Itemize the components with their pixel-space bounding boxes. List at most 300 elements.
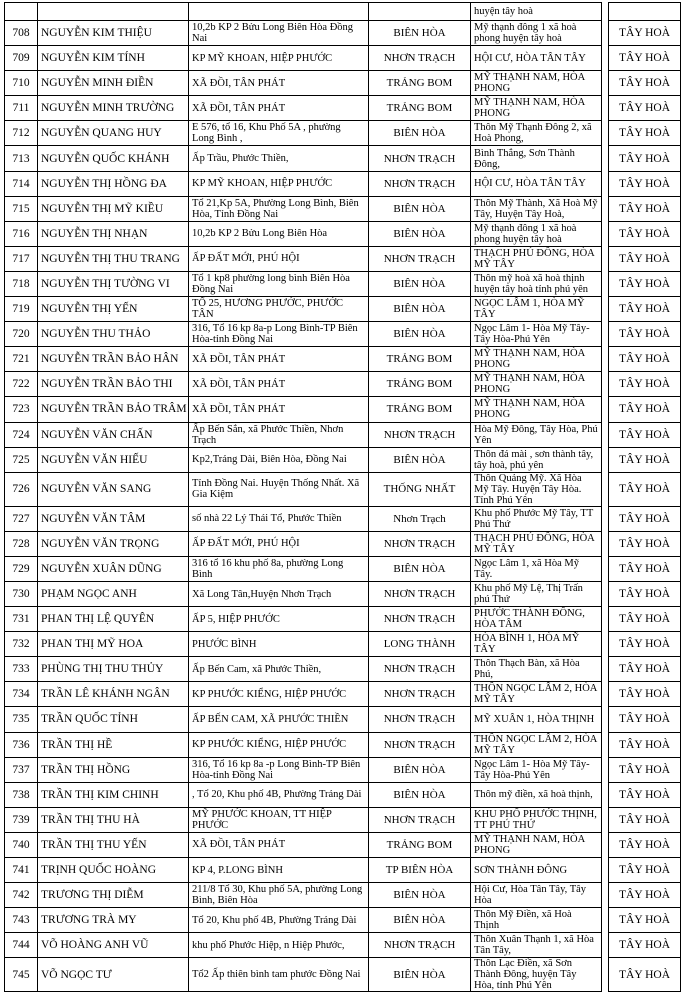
cell-address: TỔ 25, HƯƠNG PHƯỚC, PHƯỚC TÂN	[189, 297, 369, 322]
cell-hometown: HỘI CƯ, HÒA TÂN TÂY	[471, 46, 602, 71]
cell-district: BIÊN HÒA	[369, 782, 471, 807]
table-row	[5, 171, 681, 196]
cell-gap	[602, 46, 609, 71]
cell-district: BIÊN HÒA	[369, 757, 471, 782]
cell-region: TÂY HOÀ	[609, 121, 681, 146]
cell-address: XÃ ĐỒI, TÂN PHÁT	[189, 372, 369, 397]
cell-no: 724	[5, 422, 38, 447]
cell-address: ẤP ĐẤT MỚI, PHÚ HỘI	[189, 246, 369, 271]
cell-address: Ấp Bến Cam, xã Phước Thiền,	[189, 657, 369, 682]
cell-no: 712	[5, 121, 38, 146]
cell-district: NHƠN TRẠCH	[369, 581, 471, 606]
table-row	[5, 807, 681, 832]
cell-address: E 576, tổ 16, Khu Phố 5A , phường Long Bình ,	[189, 121, 369, 146]
cell-region: TÂY HOÀ	[609, 322, 681, 347]
cell-name: NGUYỄN VĂN HIẾU	[38, 447, 189, 472]
cell-name: NGUYỄN KIM TÍNH	[38, 46, 189, 71]
table-row	[5, 757, 681, 782]
cell-region: TÂY HOÀ	[609, 196, 681, 221]
cell-no: 710	[5, 71, 38, 96]
cell-address: XÃ ĐỒI, TÂN PHÁT	[189, 71, 369, 96]
cell-address: KP PHƯỚC KIỂNG, HIỆP PHƯỚC	[189, 682, 369, 707]
cell-name: TRẦN THỊ THU HÀ	[38, 807, 189, 832]
cell-hometown: MỸ THẠNH NAM, HÒA PHONG	[471, 397, 602, 422]
cell-no: 725	[5, 447, 38, 472]
cell-district: NHƠN TRẠCH	[369, 46, 471, 71]
table-row	[5, 581, 681, 606]
cell-hometown: MỸ XUÂN 1, HÒA THỊNH	[471, 707, 602, 732]
cell-name: TRẦN THỊ THU YẾN	[38, 832, 189, 857]
cell-no: 722	[5, 372, 38, 397]
cell-hometown: Bình Thắng, Sơn Thành Đông,	[471, 146, 602, 171]
cell-hometown: Thôn Mỹ Thành, Xã Hoà Mỹ Tây, Huyện Tây Hoà,	[471, 196, 602, 221]
cell-region: TÂY HOÀ	[609, 858, 681, 883]
cell-district: BIÊN HÒA	[369, 958, 471, 992]
cell-name: TRẦN THỊ HỀ	[38, 732, 189, 757]
table-row	[5, 556, 681, 581]
cell-name: PHÙNG THỊ THU THỦY	[38, 657, 189, 682]
cell-hometown: Ngọc Lâm 1- Hòa Mỹ Tây-Tây Hòa-Phú Yên	[471, 757, 602, 782]
cell-region: TÂY HOÀ	[609, 581, 681, 606]
table-row	[5, 46, 681, 71]
cell-district: TRẢNG BOM	[369, 71, 471, 96]
cell-name: NGUYỄN VĂN CHẤN	[38, 422, 189, 447]
cell-gap	[602, 71, 609, 96]
table-row	[5, 472, 681, 506]
cell-district: TRẢNG BOM	[369, 347, 471, 372]
cell-name: NGUYỄN VĂN SANG	[38, 472, 189, 506]
roster-sheet	[4, 2, 680, 992]
cell-name: NGUYỄN XUÂN DŨNG	[38, 556, 189, 581]
table-row	[5, 506, 681, 531]
cell-region: TÂY HOÀ	[609, 96, 681, 121]
cell-region: TÂY HOÀ	[609, 271, 681, 296]
cell-no: 739	[5, 807, 38, 832]
cell-district: BIÊN HÒA	[369, 121, 471, 146]
cell-region: TÂY HOÀ	[609, 447, 681, 472]
cell-no: 743	[5, 908, 38, 933]
table-row	[5, 21, 681, 46]
cell-gap	[602, 732, 609, 757]
cell-hometown: Thôn Xuân Thạnh 1, xã Hòa Tân Tây,	[471, 933, 602, 958]
cell-region: TÂY HOÀ	[609, 171, 681, 196]
cell-hometown: huyện tây hoà	[471, 3, 602, 21]
table-row	[5, 883, 681, 908]
cell-hometown: MỸ THẠNH NAM, HÒA PHONG	[471, 71, 602, 96]
cell-region: TÂY HOÀ	[609, 607, 681, 632]
cell-address: 316 tổ 16 khu phố 8a, phường Long Bình	[189, 556, 369, 581]
cell-district: NHƠN TRẠCH	[369, 246, 471, 271]
cell-no: 732	[5, 632, 38, 657]
cell-name: NGUYỄN QUỐC KHÁNH	[38, 146, 189, 171]
cell-gap	[602, 908, 609, 933]
cell-name: NGUYỄN TRẦN BẢO THI	[38, 372, 189, 397]
cell-region: TÂY HOÀ	[609, 221, 681, 246]
cell-gap	[602, 347, 609, 372]
cell-hometown: HÒA BÌNH 1, HÒA MỸ TÂY	[471, 632, 602, 657]
cell-hometown: Thôn Mỹ Thạnh Đông 2, xã Hoà Phong,	[471, 121, 602, 146]
cell-gap	[602, 707, 609, 732]
cell-name: TRƯƠNG TRÀ MY	[38, 908, 189, 933]
cell-hometown: Thôn Thạch Bàn, xã Hòa Phú,	[471, 657, 602, 682]
cell-address: Tổ 1 kp8 phường long bình Biên Hòa Đồng Nai	[189, 271, 369, 296]
cell-no: 745	[5, 958, 38, 992]
cell-no: 740	[5, 832, 38, 857]
table-row	[5, 121, 681, 146]
cell-gap	[602, 297, 609, 322]
table-row	[5, 958, 681, 992]
cell-no: 714	[5, 171, 38, 196]
cell-region: TÂY HOÀ	[609, 21, 681, 46]
cell-district: BIÊN HÒA	[369, 322, 471, 347]
cell-hometown: MỸ THẠNH NAM, HÒA PHONG	[471, 96, 602, 121]
cell-gap	[602, 121, 609, 146]
cell-name: NGUYỄN MINH TRƯỜNG	[38, 96, 189, 121]
cell-hometown: KHU PHỐ PHƯỚC THỊNH, TT PHÚ THỨ	[471, 807, 602, 832]
cell-name: NGUYỄN THỊ MỸ KIỀU	[38, 196, 189, 221]
cell-address: Kp2,Trảng Dài, Biên Hòa, Đồng Nai	[189, 447, 369, 472]
cell-region: TÂY HOÀ	[609, 372, 681, 397]
cell-district: BIÊN HÒA	[369, 908, 471, 933]
cell-district: BIÊN HÒA	[369, 297, 471, 322]
cell-gap	[602, 632, 609, 657]
cell-gap	[602, 96, 609, 121]
cell-no: 726	[5, 472, 38, 506]
cell-region: TÂY HOÀ	[609, 422, 681, 447]
cell-address: XÃ ĐỒI, TÂN PHÁT	[189, 832, 369, 857]
table-row	[5, 397, 681, 422]
cell-gap	[602, 246, 609, 271]
cell-name: TRẦN THỊ HỒNG	[38, 757, 189, 782]
cell-hometown: THẠCH PHÚ ĐÔNG, HÒA MỸ TÂY	[471, 246, 602, 271]
cell-region: TÂY HOÀ	[609, 71, 681, 96]
cell-gap	[602, 146, 609, 171]
cell-hometown: Hội Cư, Hòa Tân Tây, Tây Hòa	[471, 883, 602, 908]
cell-no: 734	[5, 682, 38, 707]
cell-address: 211/8 Tổ 30, Khu phố 5A, phường Long Bình, Biên Hòa	[189, 883, 369, 908]
cell-no: 730	[5, 581, 38, 606]
cell-gap	[602, 447, 609, 472]
cell-hometown: THÔN NGỌC LÂM 2, HÒA MỸ TÂY	[471, 682, 602, 707]
cell-region: TÂY HOÀ	[609, 807, 681, 832]
cell-district: TRẢNG BOM	[369, 397, 471, 422]
cell-gap	[602, 397, 609, 422]
cell-name: VÕ NGỌC TƯ	[38, 958, 189, 992]
cell-address: 10,2b KP 2 Bửu Long Biên Hòa	[189, 221, 369, 246]
cell-hometown: THÔN NGỌC LÂM 2, HÒA MỸ TÂY	[471, 732, 602, 757]
cell-name: NGUYỄN VĂN TÂM	[38, 506, 189, 531]
cell-name: NGUYỄN TRẦN BẢO TRÂM	[38, 397, 189, 422]
cell-address: Xã Long Tân,Huyện Nhơn Trạch	[189, 581, 369, 606]
cell-name: NGUYỄN QUANG HUY	[38, 121, 189, 146]
cell-no: 728	[5, 531, 38, 556]
cell-gap	[602, 531, 609, 556]
cell-gap	[602, 271, 609, 296]
cell-name: NGUYỄN TRẦN BẢO HÂN	[38, 347, 189, 372]
cell-district: BIÊN HÒA	[369, 556, 471, 581]
cell-gap	[602, 933, 609, 958]
table-row	[5, 782, 681, 807]
cell-gap	[602, 21, 609, 46]
cell-name: PHAN THỊ LỆ QUYÊN	[38, 607, 189, 632]
cell-gap	[602, 657, 609, 682]
cell-no: 723	[5, 397, 38, 422]
cell-address: PHƯỚC BÌNH	[189, 632, 369, 657]
cell-name: NGUYỄN THỊ TƯỜNG VI	[38, 271, 189, 296]
cell-district: NHƠN TRẠCH	[369, 933, 471, 958]
cell-no: 715	[5, 196, 38, 221]
cell-hometown: Thôn Lạc Điền, xã Sơn Thành Đông, huyện Tây Hòa, tỉnh Phú Yên	[471, 958, 602, 992]
table-row	[5, 607, 681, 632]
cell-district: THỐNG NHẤT	[369, 472, 471, 506]
table-row	[5, 246, 681, 271]
cell-no: 713	[5, 146, 38, 171]
cell-gap	[602, 472, 609, 506]
cell-name: VÕ HOÀNG ANH VŨ	[38, 933, 189, 958]
cell-region: TÂY HOÀ	[609, 657, 681, 682]
cell-no: 719	[5, 297, 38, 322]
table-row	[5, 531, 681, 556]
cell-region: TÂY HOÀ	[609, 347, 681, 372]
cell-name: NGUYỄN THỊ THU TRANG	[38, 246, 189, 271]
cell-no: 742	[5, 883, 38, 908]
cell-region: TÂY HOÀ	[609, 246, 681, 271]
cell-no: 718	[5, 271, 38, 296]
cell-no: 720	[5, 322, 38, 347]
cell-address: XÃ ĐỒI, TÂN PHÁT	[189, 96, 369, 121]
cell-address	[189, 3, 369, 21]
cell-no: 711	[5, 96, 38, 121]
table-row	[5, 71, 681, 96]
table-row	[5, 858, 681, 883]
cell-hometown: Thôn đá mài , sơn thành tây, tây hoà, phú yên	[471, 447, 602, 472]
table-row	[5, 908, 681, 933]
cell-district: TRẢNG BOM	[369, 832, 471, 857]
cell-hometown: Ngọc Lâm 1, xã Hòa Mỹ Tây.	[471, 556, 602, 581]
cell-district: TRẢNG BOM	[369, 96, 471, 121]
cell-hometown: Ngọc Lâm 1- Hòa Mỹ Tây-Tây Hòa-Phú Yên	[471, 322, 602, 347]
cell-hometown: Thôn mỹ điền, xã hoà thịnh,	[471, 782, 602, 807]
cell-no	[5, 3, 38, 21]
cell-hometown: NGỌC LÂM 1, HÒA MỸ TÂY	[471, 297, 602, 322]
cell-district	[369, 3, 471, 21]
cell-name: NGUYỄN THU THẢO	[38, 322, 189, 347]
cell-region: TÂY HOÀ	[609, 506, 681, 531]
cell-district: LONG THÀNH	[369, 632, 471, 657]
table-row	[5, 372, 681, 397]
cell-address: XÃ ĐỒI, TÂN PHÁT	[189, 397, 369, 422]
cell-gap	[602, 682, 609, 707]
cell-hometown: Hòa Mỹ Đông, Tây Hòa, Phú Yên	[471, 422, 602, 447]
cell-hometown: Thôn Quảng Mỹ. Xã Hòa Mỹ Tây. Huyện Tây Hòa. Tỉnh Phú Yên	[471, 472, 602, 506]
cell-district: BIÊN HÒA	[369, 196, 471, 221]
cell-region: TÂY HOÀ	[609, 908, 681, 933]
cell-address: Tổ 20, Khu phố 4B, Phường Trảng Dài	[189, 908, 369, 933]
cell-region: TÂY HOÀ	[609, 146, 681, 171]
table-row-continued	[5, 3, 681, 21]
cell-hometown: SƠN THÀNH ĐÔNG	[471, 858, 602, 883]
cell-district: BIÊN HÒA	[369, 21, 471, 46]
cell-no: 731	[5, 607, 38, 632]
cell-address: Tổ2 Ấp thiên bình tam phước Đồng Nai	[189, 958, 369, 992]
cell-name: NGUYỄN THỊ YẾN	[38, 297, 189, 322]
cell-address: Ấp Trầu, Phước Thiền,	[189, 146, 369, 171]
table-row	[5, 196, 681, 221]
table-row	[5, 682, 681, 707]
table-row	[5, 732, 681, 757]
cell-no: 733	[5, 657, 38, 682]
cell-no: 721	[5, 347, 38, 372]
cell-gap	[602, 506, 609, 531]
cell-gap	[602, 3, 609, 21]
cell-gap	[602, 883, 609, 908]
cell-gap	[602, 832, 609, 857]
cell-hometown: PHƯỚC THÀNH ĐÔNG, HÒA TÂM	[471, 607, 602, 632]
cell-address: KP MỸ KHOAN, HIỆP PHƯỚC	[189, 171, 369, 196]
cell-district: NHƠN TRẠCH	[369, 171, 471, 196]
cell-hometown: HỘI CƯ, HÒA TÂN TÂY	[471, 171, 602, 196]
cell-no: 744	[5, 933, 38, 958]
cell-district: BIÊN HÒA	[369, 221, 471, 246]
cell-address: XÃ ĐỒI, TÂN PHÁT	[189, 347, 369, 372]
cell-address: ẤP BẾN CAM, XÃ PHƯỚC THIỀN	[189, 707, 369, 732]
cell-gap	[602, 422, 609, 447]
cell-gap	[602, 782, 609, 807]
cell-address: KP PHƯỚC KIỂNG, HIỆP PHƯỚC	[189, 732, 369, 757]
cell-region: TÂY HOÀ	[609, 397, 681, 422]
cell-gap	[602, 196, 609, 221]
cell-address: , Tổ 20, Khu phố 4B, Phường Trảng Dài	[189, 782, 369, 807]
table-row	[5, 221, 681, 246]
cell-district: NHƠN TRẠCH	[369, 707, 471, 732]
cell-district: TRẢNG BOM	[369, 372, 471, 397]
cell-district: BIÊN HÒA	[369, 883, 471, 908]
cell-region: TÂY HOÀ	[609, 958, 681, 992]
cell-region: TÂY HOÀ	[609, 531, 681, 556]
cell-name: NGUYỄN MINH ĐIỀN	[38, 71, 189, 96]
cell-no: 736	[5, 732, 38, 757]
cell-region	[609, 3, 681, 21]
cell-gap	[602, 858, 609, 883]
cell-district: BIÊN HÒA	[369, 447, 471, 472]
table-row	[5, 146, 681, 171]
cell-region: TÂY HOÀ	[609, 682, 681, 707]
cell-address: khu phố Phước Hiệp, n Hiệp Phước,	[189, 933, 369, 958]
cell-district: NHƠN TRẠCH	[369, 682, 471, 707]
table-row	[5, 347, 681, 372]
cell-gap	[602, 372, 609, 397]
table-row	[5, 322, 681, 347]
cell-name: NGUYỄN THỊ NHẠN	[38, 221, 189, 246]
cell-address: Tỉnh Đồng Nai. Huyện Thống Nhất. Xã Gia Kiệm	[189, 472, 369, 506]
cell-no: 735	[5, 707, 38, 732]
cell-gap	[602, 807, 609, 832]
table-row	[5, 707, 681, 732]
cell-no: 727	[5, 506, 38, 531]
cell-address: ẤP ĐẤT MỚI, PHÚ HỘI	[189, 531, 369, 556]
cell-district: NHƠN TRẠCH	[369, 732, 471, 757]
cell-hometown: MỸ THẠNH NAM, HÒA PHONG	[471, 347, 602, 372]
cell-name: TRẦN LÊ KHÁNH NGÂN	[38, 682, 189, 707]
cell-hometown: MỸ THẠNH NAM, HÒA PHONG	[471, 832, 602, 857]
cell-region: TÂY HOÀ	[609, 832, 681, 857]
cell-no: 716	[5, 221, 38, 246]
cell-name: NGUYỄN THỊ HỒNG ĐA	[38, 171, 189, 196]
cell-district: NHƠN TRẠCH	[369, 531, 471, 556]
cell-region: TÂY HOÀ	[609, 757, 681, 782]
cell-hometown: Thôn Mỹ Điền, xã Hoà Thịnh	[471, 908, 602, 933]
cell-district: TP BIÊN HÒA	[369, 858, 471, 883]
cell-name: PHAN THỊ MỸ HOA	[38, 632, 189, 657]
cell-hometown: Khu phố Phước Mỹ Tây, TT Phú Thứ	[471, 506, 602, 531]
table-row	[5, 422, 681, 447]
cell-address: Ấp Bến Sắn, xã Phước Thiền, Nhơn Trạch	[189, 422, 369, 447]
cell-address: 10,2b KP 2 Bửu Long Biên Hòa Đồng Nai	[189, 21, 369, 46]
table-row	[5, 832, 681, 857]
cell-region: TÂY HOÀ	[609, 782, 681, 807]
roster-table	[4, 2, 681, 992]
cell-address: ẤP 5, HIỆP PHƯỚC	[189, 607, 369, 632]
cell-region: TÂY HOÀ	[609, 556, 681, 581]
cell-no: 741	[5, 858, 38, 883]
cell-district: Nhơn Trạch	[369, 506, 471, 531]
cell-address: 316, Tổ 16 kp 8a -p Long Bình-TP Biên Hòa-tỉnh Đồng Nai	[189, 757, 369, 782]
cell-region: TÂY HOÀ	[609, 472, 681, 506]
cell-name: TRƯƠNG THỊ DIỄM	[38, 883, 189, 908]
cell-gap	[602, 581, 609, 606]
cell-hometown: Khu phố Mỹ Lệ, Thị Trấn phú Thứ	[471, 581, 602, 606]
cell-district: NHƠN TRẠCH	[369, 807, 471, 832]
cell-name: PHẠM NGỌC ANH	[38, 581, 189, 606]
cell-gap	[602, 171, 609, 196]
cell-gap	[602, 322, 609, 347]
cell-hometown: THẠCH PHÚ ĐÔNG, HÒA MỸ TÂY	[471, 531, 602, 556]
cell-region: TÂY HOÀ	[609, 46, 681, 71]
cell-gap	[602, 958, 609, 992]
cell-name: NGUYỄN KIM THIỆU	[38, 21, 189, 46]
cell-address: số nhà 22 Lý Thái Tổ, Phước Thiền	[189, 506, 369, 531]
cell-district: NHƠN TRẠCH	[369, 146, 471, 171]
cell-name: TRẦN THỊ KIM CHINH	[38, 782, 189, 807]
table-row	[5, 271, 681, 296]
cell-no: 708	[5, 21, 38, 46]
cell-name: NGUYỄN VĂN TRỌNG	[38, 531, 189, 556]
cell-region: TÂY HOÀ	[609, 707, 681, 732]
cell-no: 717	[5, 246, 38, 271]
cell-region: TÂY HOÀ	[609, 297, 681, 322]
cell-gap	[602, 556, 609, 581]
cell-region: TÂY HOÀ	[609, 632, 681, 657]
table-row	[5, 297, 681, 322]
cell-no: 737	[5, 757, 38, 782]
table-row	[5, 447, 681, 472]
cell-hometown: MỸ THẠNH NAM, HÒA PHONG	[471, 372, 602, 397]
cell-address: Tổ 21,Kp 5A, Phường Long Bình, Biên Hòa, Tỉnh Đồng Nai	[189, 196, 369, 221]
cell-name	[38, 3, 189, 21]
cell-hometown: Thôn mỹ hoà xã hoà thịnh huyện tây hoà tỉnh phú yên	[471, 271, 602, 296]
cell-region: TÂY HOÀ	[609, 732, 681, 757]
cell-name: TRẦN QUỐC TỈNH	[38, 707, 189, 732]
cell-gap	[602, 607, 609, 632]
cell-district: NHƠN TRẠCH	[369, 422, 471, 447]
cell-address: KP MỸ KHOAN, HIỆP PHƯỚC	[189, 46, 369, 71]
cell-name: TRỊNH QUỐC HOÀNG	[38, 858, 189, 883]
table-row	[5, 96, 681, 121]
cell-no: 729	[5, 556, 38, 581]
cell-address: 316, Tổ 16 kp 8a-p Long Bình-TP Biên Hòa-tỉnh Đồng Nai	[189, 322, 369, 347]
cell-region: TÂY HOÀ	[609, 933, 681, 958]
table-row	[5, 657, 681, 682]
